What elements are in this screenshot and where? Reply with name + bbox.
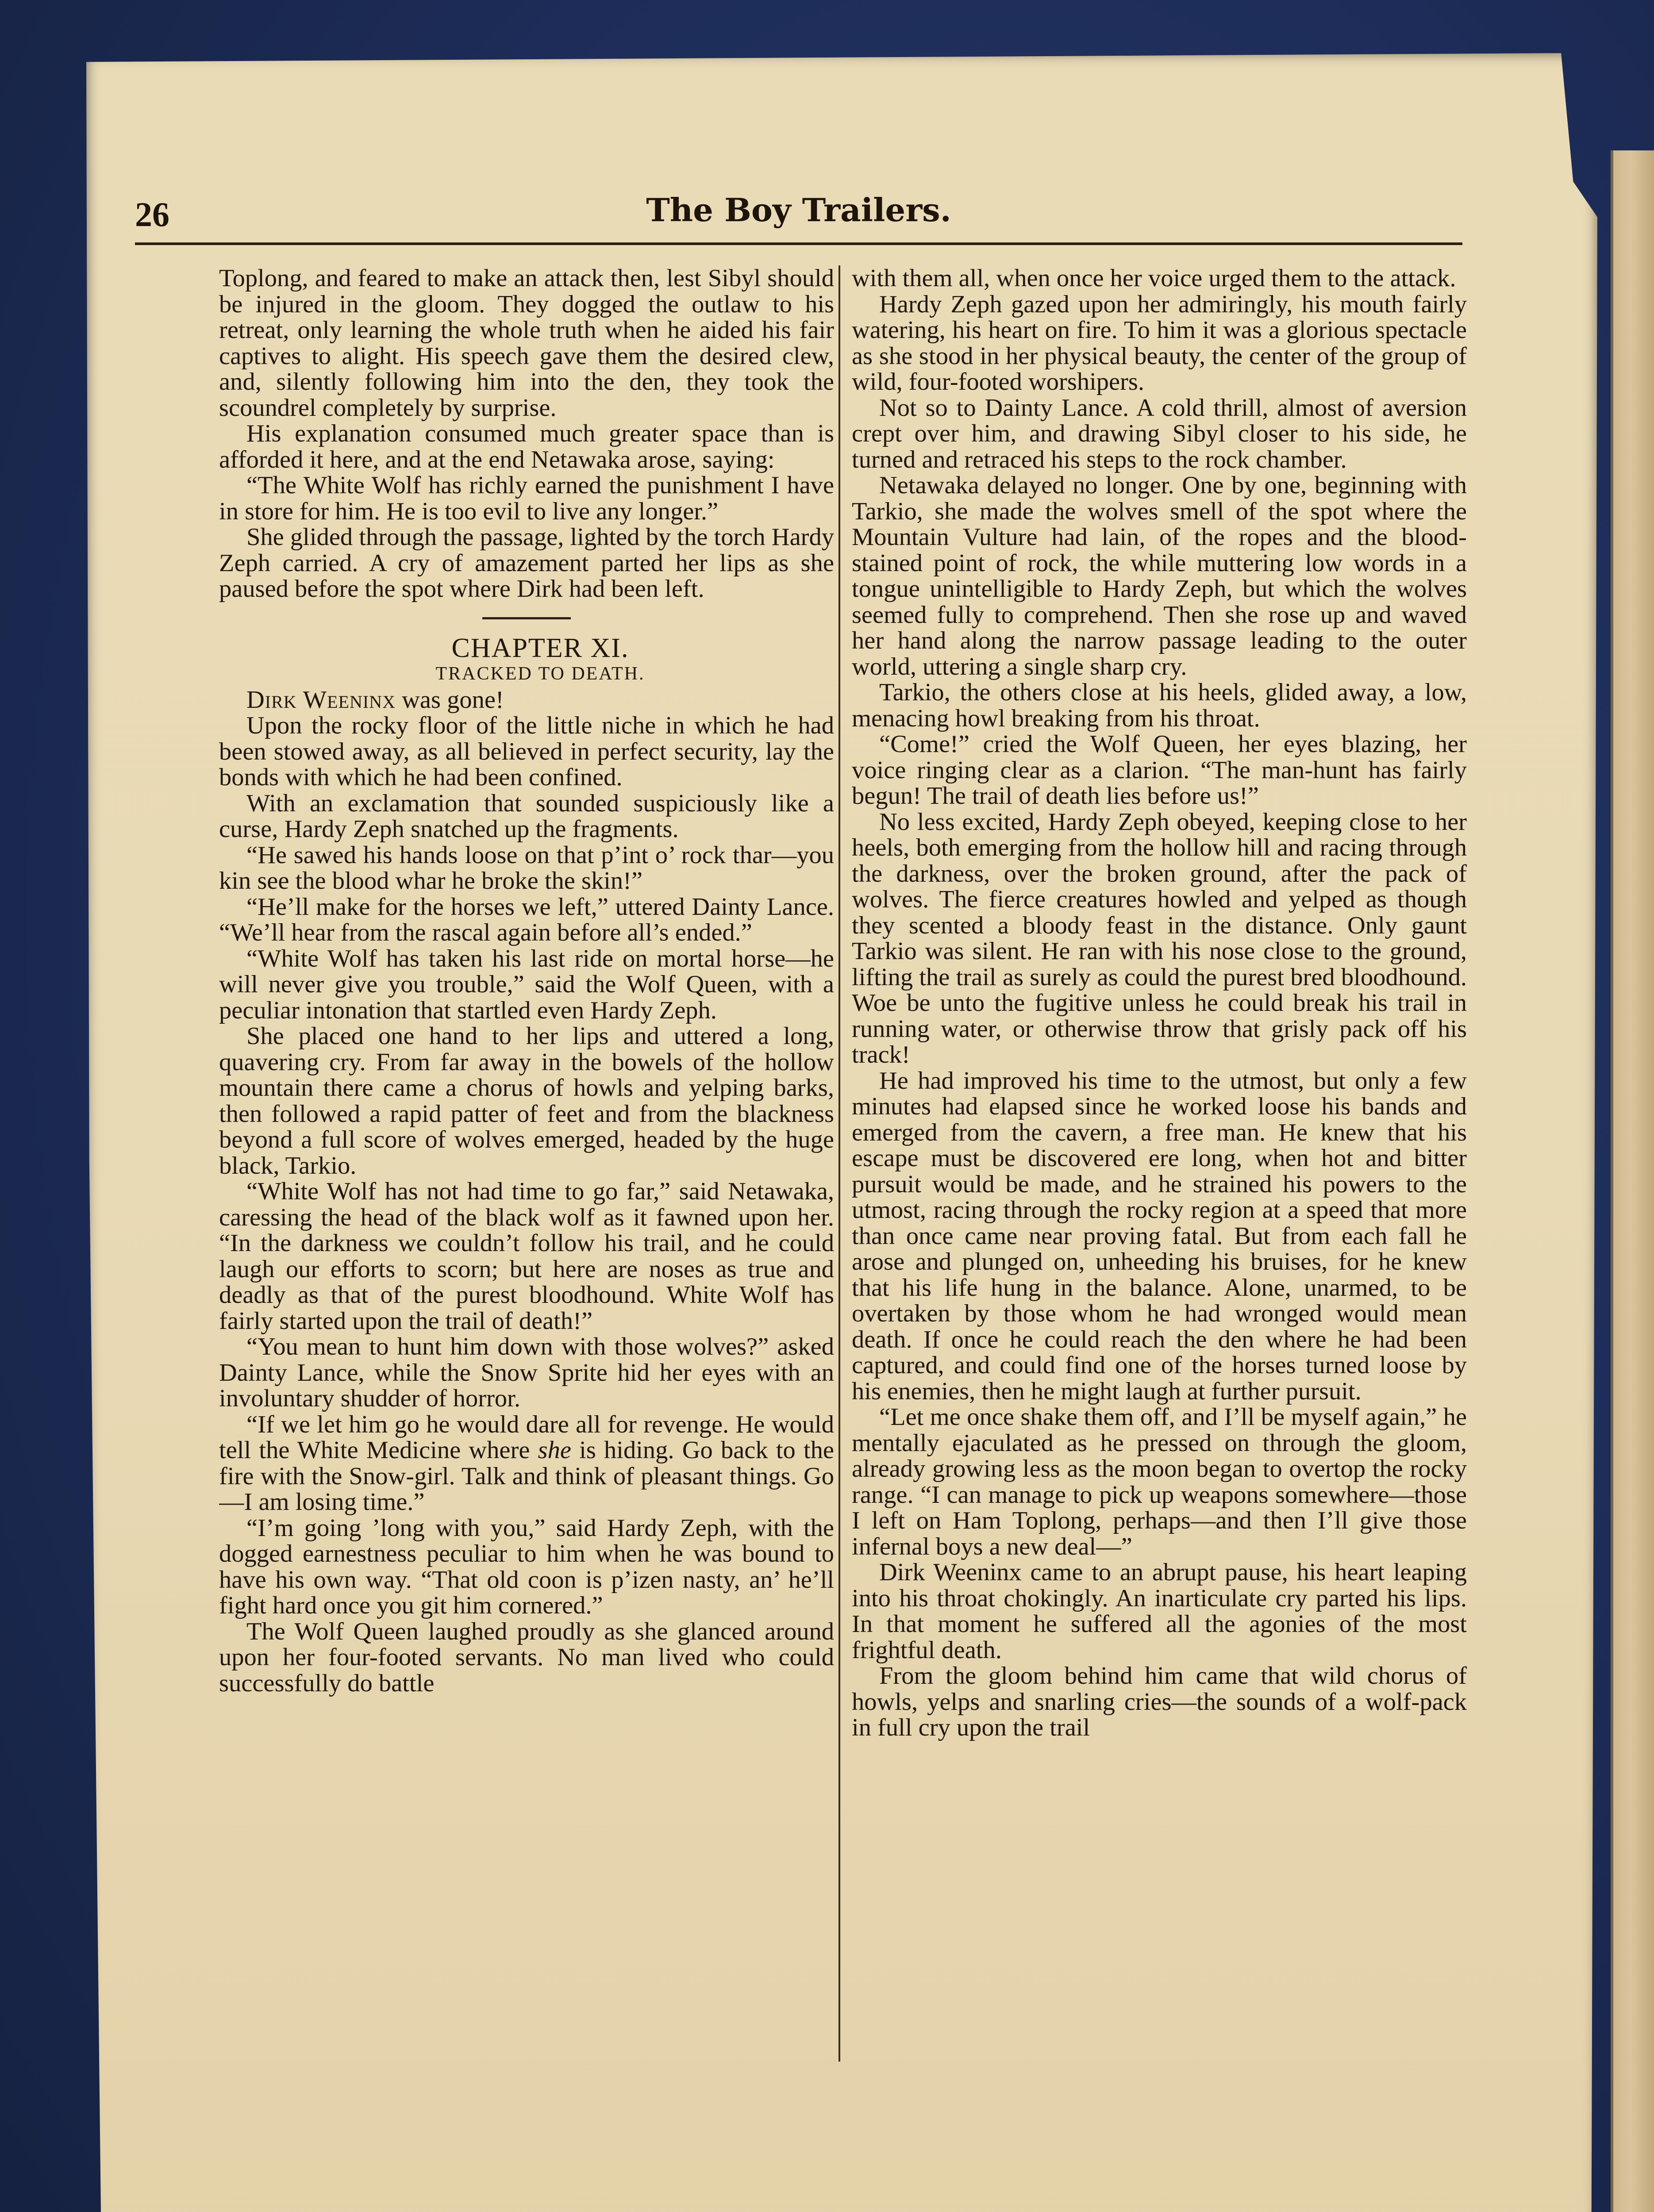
paragraph: Hardy Zeph gazed upon her admiringly, his mouth fairly watering, his heart on fire. To him it was a glorious spectacle as she stood in her physical beauty, the center of the group of wild, four-footed worshipers. [852, 290, 1467, 396]
section-divider [482, 617, 571, 619]
paragraph: with them all, when once her voice urged them to the attack. [852, 265, 1456, 292]
paragraph [219, 687, 834, 713]
left-column [219, 265, 834, 2062]
paragraph: She placed one hand to her lips and uttered a long, quavering cry. From far away in the bowels of the hollow mountain there came a chorus of howls and yelping barks, then followed a rapid patter of feet and from the blackness beyond a full score of wolves emerged, headed by the huge black, Tarkio. [219, 1022, 834, 1179]
paragraph: He had improved his time to the utmost, but only a few minutes had elapsed since he worked loose his bands and emerged from the cavern, a free man. He knew that his escape must be discovered ere long, when hot and bitter pursuit would be made, and he strained his powers to the utmost, racing through the rocky region at a speed that more than once came near proving fatal. But from each fall he arose and plunged on, unheeding his bruises, for he knew that his life hung in the balance. Alone, unarmed, to be overtaken by those whom he had wronged would mean death. If once he could reach the den where he had been captured, and could find one of the horses turned loose by his enemies, then he might laugh at further pursuit. [852, 1067, 1467, 1405]
paragraph: His explanation consumed much greater space than is afforded it here, and at the end Netawaka arose, saying: [219, 420, 834, 473]
paragraph: From the gloom behind him came that wild chorus of howls, yelps and snarling cries—the sounds of a wolf-pack in full cry upon the trail [852, 1662, 1467, 1741]
paragraph: “White Wolf has taken his last ride on mortal horse—he will never give you trouble,” said the Wolf Queen, with a peculiar intonation that startled even Hardy Zeph. [219, 945, 834, 1024]
page-header [135, 186, 1462, 252]
paragraph: No less excited, Hardy Zeph obeyed, keeping close to her heels, both emerging from the hollow hill and racing through the darkness, over the broken ground, after the pack of wolves. The fierce creatures howled and yelped as though they scented a bloody feast in the distance. Only gaunt Tarkio was silent. He ran with his nose close to the ground, lifting the trail as surely as could the purest bred bloodhound. Woe be unto the fugitive unless he could break his trail in running water, or otherwise throw that grisly pack off his track! [852, 808, 1467, 1068]
paragraph: “He sawed his hands loose on that p’int o’ rock thar—you kin see the blood whar he broke the skin!” [219, 841, 834, 895]
page-number: 26 [135, 195, 169, 234]
right-column [852, 265, 1467, 2062]
emphasis: she [538, 1436, 571, 1464]
running-title: The Boy Trailers. [646, 191, 951, 229]
chapter-title: CHAPTER XI. [451, 633, 629, 663]
opening-name: Dirk Weeninx [246, 686, 396, 714]
paragraph: “You mean to hunt him down with those wolves?” asked Dainty Lance, while the Snow Sprite hid her eyes with an involuntary shudder of horror. [219, 1333, 834, 1412]
paragraph: “Come!” cried the Wolf Queen, her eyes blazing, her voice ringing clear as a clarion. “The man-hunt has fairly begun! The trail of death lies before us!” [852, 730, 1467, 810]
paragraph: “Let me once shake them off, and I’ll be myself again,” he mentally ejaculated as he pressed on through the gloom, already growing less as the moon began to overtop the rocky range. “I can manage to pick up weapons somewhere—those I left on Ham Toplong, perhaps—and then I’ll give those infernal boys a new deal—” [852, 1403, 1467, 1560]
paragraph: “He’ll make for the horses we left,” uttered Dainty Lance. “We’ll hear from the rascal again before all’s ended.” [219, 893, 834, 946]
paragraph [219, 1412, 834, 1515]
text-run: “If we let him go he would dare all for revenge. He would tell the White Medicine where [219, 1410, 834, 1464]
paragraph: With an exclamation that sounded suspiciously like a curse, Hardy Zeph snatched up the fragments. [219, 789, 834, 843]
column-divider [839, 265, 840, 2062]
header-rule [135, 242, 1462, 245]
paragraph: Netawaka delayed no longer. One by one, beginning with Tarkio, she made the wolves smell of the spot where the Mountain Vulture had lain, of the ropes and the blood-stained point of rock, the while muttering low words in a tongue unintelligible to Hardy Zeph, but which the wolves seemed fully to comprehend. Then she rose up and waved her hand along the narrow passage leading to the outer world, uttering a single sharp cry. [852, 472, 1467, 680]
opening-text: was gone! [395, 686, 504, 714]
paragraph: The Wolf Queen laughed proudly as she glanced around upon her four-footed servants. No man lived who could successfully do battle [219, 1617, 834, 1697]
paragraph: “White Wolf has not had time to go far,” said Netawaka, caressing the head of the black wolf as it fawned upon her. “In the darkness we couldn’t follow his trail, and he could laugh our efforts to scorn; but here are noses as true and deadly as that of the purest bloodhound. White Wolf has fairly started upon the trail of death!” [219, 1178, 834, 1335]
paragraph: Toplong, and feared to make an attack then, lest Sibyl should be injured in the gloom. They dogged the outlaw to his retreat, only learning the whole truth when he aided his fair captives to alight. His speech gave them the desired clew, and, silently following him into the den, they took the scoundrel completely by surprise. [219, 265, 834, 422]
text-run: is hiding. Go back to the fire with the Snow-girl. Talk and think of pleasant things. Go—I am losing time.” [219, 1436, 834, 1516]
paragraph: “I’m going ’long with you,” said Hardy Zeph, with the dogged earnestness peculiar to him when he was bound to have his own way. “That old coon is p’izen nasty, an’ he’ll fight hard once you git him cornered.” [219, 1514, 834, 1619]
paragraph: Upon the rocky floor of the little niche in which he had been stowed away, as all believed in perfect security, lay the bonds with which he had been confined. [219, 712, 834, 791]
paragraph: “The White Wolf has richly earned the punishment I have in store for him. He is too evil to live any longer.” [219, 472, 834, 525]
chapter-subtitle: TRACKED TO DEATH. [435, 664, 645, 684]
paragraph: She glided through the passage, lighted by the torch Hardy Zeph carried. A cry of amazement parted her lips as she paused before the spot where Dirk had been left. [219, 523, 834, 603]
next-page-edge [1611, 150, 1654, 2212]
paragraph: Not so to Dainty Lance. A cold thrill, almost of aversion crept over him, and drawing Sibyl closer to his side, he turned and retraced his steps to the rock chamber. [852, 394, 1467, 473]
paragraph: Dirk Weeninx came to an abrupt pause, his heart leaping into his throat chokingly. An inarticulate cry parted his lips. In that moment he suffered all the agonies of the most frightful death. [852, 1559, 1467, 1664]
paragraph: Tarkio, the others close at his heels, glided away, a low, menacing howl breaking from his throat. [852, 679, 1467, 732]
